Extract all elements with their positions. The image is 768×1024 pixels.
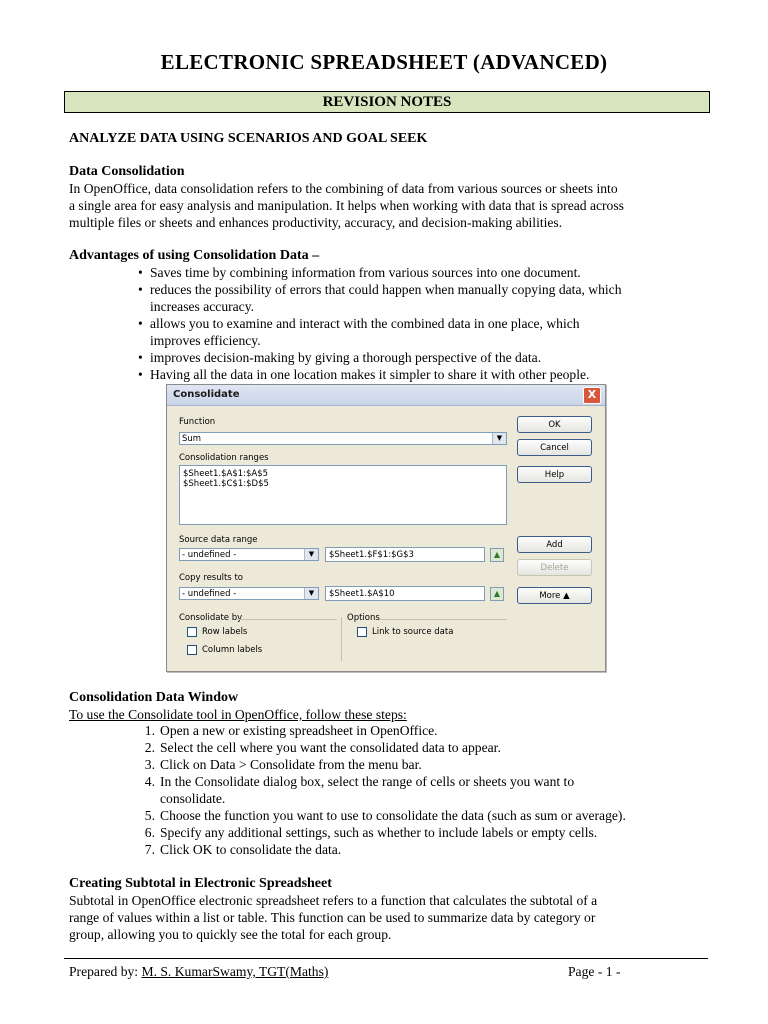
list-item [144, 841, 720, 858]
paragraph-line: group, allowing you to quickly see the total for each group. [69, 927, 392, 942]
list-item-line: reduces the possibility of errors that could happen when manually copying data, which [150, 282, 622, 297]
paragraph-line: multiple files or sheets and enhances productivity, accuracy, and decision-making abilities. [69, 215, 563, 230]
bullet-icon: • [138, 350, 143, 365]
paragraph-line: a single area for easy analysis and manipulation. It helps when working with data that is spread across [69, 198, 624, 213]
subtotal-heading: Creating Subtotal in Electronic Spreadsheet [69, 876, 332, 891]
footer-divider [64, 958, 708, 959]
steps-intro: To use the Consolidate tool in OpenOffice, follow these steps: [69, 707, 407, 722]
window-section-heading: Consolidation Data Window [69, 690, 239, 705]
list-item[interactable]: $Sheet1.$A$1:$A$5 [183, 469, 269, 479]
paragraph-line: range of values within a list or table. This function can be used to summarize data by category or [69, 910, 596, 925]
paragraph-line: Subtotal in OpenOffice electronic spreadsheet refers to a function that calculates the subtotal of a [69, 893, 598, 908]
list-item [144, 722, 720, 739]
divider [237, 619, 337, 620]
step-number: 4. [144, 774, 155, 789]
step-number: 5. [144, 808, 155, 823]
source-select-value: - undefined - [182, 550, 237, 560]
column-labels-label: Column labels [202, 645, 263, 655]
step-line: Specify any additional settings, such as whether to include labels or empty cells. [160, 825, 598, 840]
column-labels-checkbox[interactable] [187, 645, 197, 655]
chevron-down-icon[interactable]: ▼ [304, 588, 318, 599]
list-item [144, 756, 720, 773]
link-source-checkbox[interactable] [357, 627, 367, 637]
shrink-icon[interactable]: ▲ [490, 587, 504, 601]
consolidate-dialog [166, 384, 606, 672]
bullet-icon: • [138, 367, 143, 382]
step-number: 3. [144, 757, 155, 772]
step-number: 7. [144, 842, 155, 857]
row-labels-checkbox[interactable] [187, 627, 197, 637]
list-item [144, 739, 720, 756]
close-icon[interactable]: X [583, 387, 601, 404]
step-number: 2. [144, 740, 155, 755]
step-line: Select the cell where you want the consolidated data to appear. [160, 740, 501, 755]
ok-button[interactable]: OK [517, 416, 592, 433]
chevron-down-icon[interactable]: ▼ [304, 549, 318, 560]
divider [341, 617, 342, 661]
dialog-titlebar [167, 385, 605, 406]
list-item-line: improves decision-making by giving a thorough perspective of the data. [150, 350, 542, 365]
list-item-line: allows you to examine and interact with the combined data in one place, which [150, 316, 580, 331]
list-item [144, 773, 720, 807]
list-item-line: Saves time by combining information from various sources into one document. [150, 265, 581, 280]
copy-results-label: Copy results to [179, 573, 243, 583]
add-button[interactable]: Add [517, 536, 592, 553]
source-range-input[interactable]: $Sheet1.$F$1:$G$3 [325, 547, 485, 562]
list-item [144, 824, 720, 841]
more-button[interactable]: More ▲ [517, 587, 592, 604]
list-item-line: improves efficiency. [150, 333, 261, 348]
options-label: Options [347, 613, 380, 623]
revision-notes-banner: REVISION NOTES [64, 91, 710, 113]
list-item [144, 807, 720, 824]
page-title: ELECTRONIC SPREADSHEET (ADVANCED) [160, 50, 608, 74]
list-item-line: increases accuracy. [150, 299, 255, 314]
page-number: Page - 1 - [568, 964, 621, 979]
chevron-down-icon[interactable]: ▼ [492, 433, 506, 444]
cancel-button[interactable]: Cancel [517, 439, 592, 456]
step-number: 1. [144, 723, 155, 738]
copy-results-select[interactable] [179, 587, 319, 600]
step-line: Click OK to consolidate the data. [160, 842, 342, 857]
list-item [138, 264, 720, 281]
consolidate-by-label: Consolidate by [179, 613, 243, 623]
step-line: In the Consolidate dialog box, select the range of cells or sheets you want to [160, 774, 575, 789]
delete-button[interactable]: Delete [517, 559, 592, 576]
copy-select-value: - undefined - [182, 589, 237, 599]
function-label: Function [179, 417, 216, 427]
row-labels-label: Row labels [202, 627, 248, 637]
bullet-icon: • [138, 316, 143, 331]
subtotal-paragraph [69, 892, 709, 943]
source-range-label: Source data range [179, 535, 258, 545]
bullet-icon: • [138, 265, 143, 280]
steps-list [144, 722, 720, 858]
list-item [138, 349, 720, 366]
divider [379, 619, 507, 620]
author-name: M. S. KumarSwamy, TGT(Maths) [141, 964, 329, 979]
function-value: Sum [182, 434, 202, 444]
step-line: Choose the function you want to use to consolidate the data (such as sum or average). [160, 808, 626, 823]
list-item [138, 315, 720, 349]
paragraph-line: In OpenOffice, data consolidation refers to the combining of data from various sources or sheets into [69, 181, 618, 196]
consolidation-ranges-list[interactable] [179, 465, 507, 525]
help-button[interactable]: Help [517, 466, 592, 483]
advantages-list [138, 264, 720, 383]
list-item [138, 366, 720, 383]
prepared-by-label: Prepared by: [69, 964, 139, 979]
consolidation-paragraph [69, 180, 709, 231]
step-line: consolidate. [160, 791, 226, 806]
function-select[interactable] [179, 432, 507, 445]
copy-results-input[interactable]: $Sheet1.$A$10 [325, 586, 485, 601]
section-heading: ANALYZE DATA USING SCENARIOS AND GOAL SEEK [69, 131, 428, 146]
shrink-icon[interactable]: ▲ [490, 548, 504, 562]
list-item[interactable]: $Sheet1.$C$1:$D$5 [183, 479, 269, 489]
consolidation-heading: Data Consolidation [69, 164, 185, 179]
source-range-select[interactable] [179, 548, 319, 561]
footer-prepared-by [69, 964, 328, 980]
step-line: Open a new or existing spreadsheet in OpenOffice. [160, 723, 438, 738]
ranges-label: Consolidation ranges [179, 453, 269, 463]
step-number: 6. [144, 825, 155, 840]
list-item [138, 281, 720, 315]
link-source-label: Link to source data [372, 627, 454, 637]
step-line: Click on Data > Consolidate from the menu bar. [160, 757, 422, 772]
bullet-icon: • [138, 282, 143, 297]
dialog-title: Consolidate [173, 389, 240, 400]
list-item-line: Having all the data in one location makes it simpler to share it with other people. [150, 367, 590, 382]
advantages-heading: Advantages of using Consolidation Data – [69, 248, 320, 263]
